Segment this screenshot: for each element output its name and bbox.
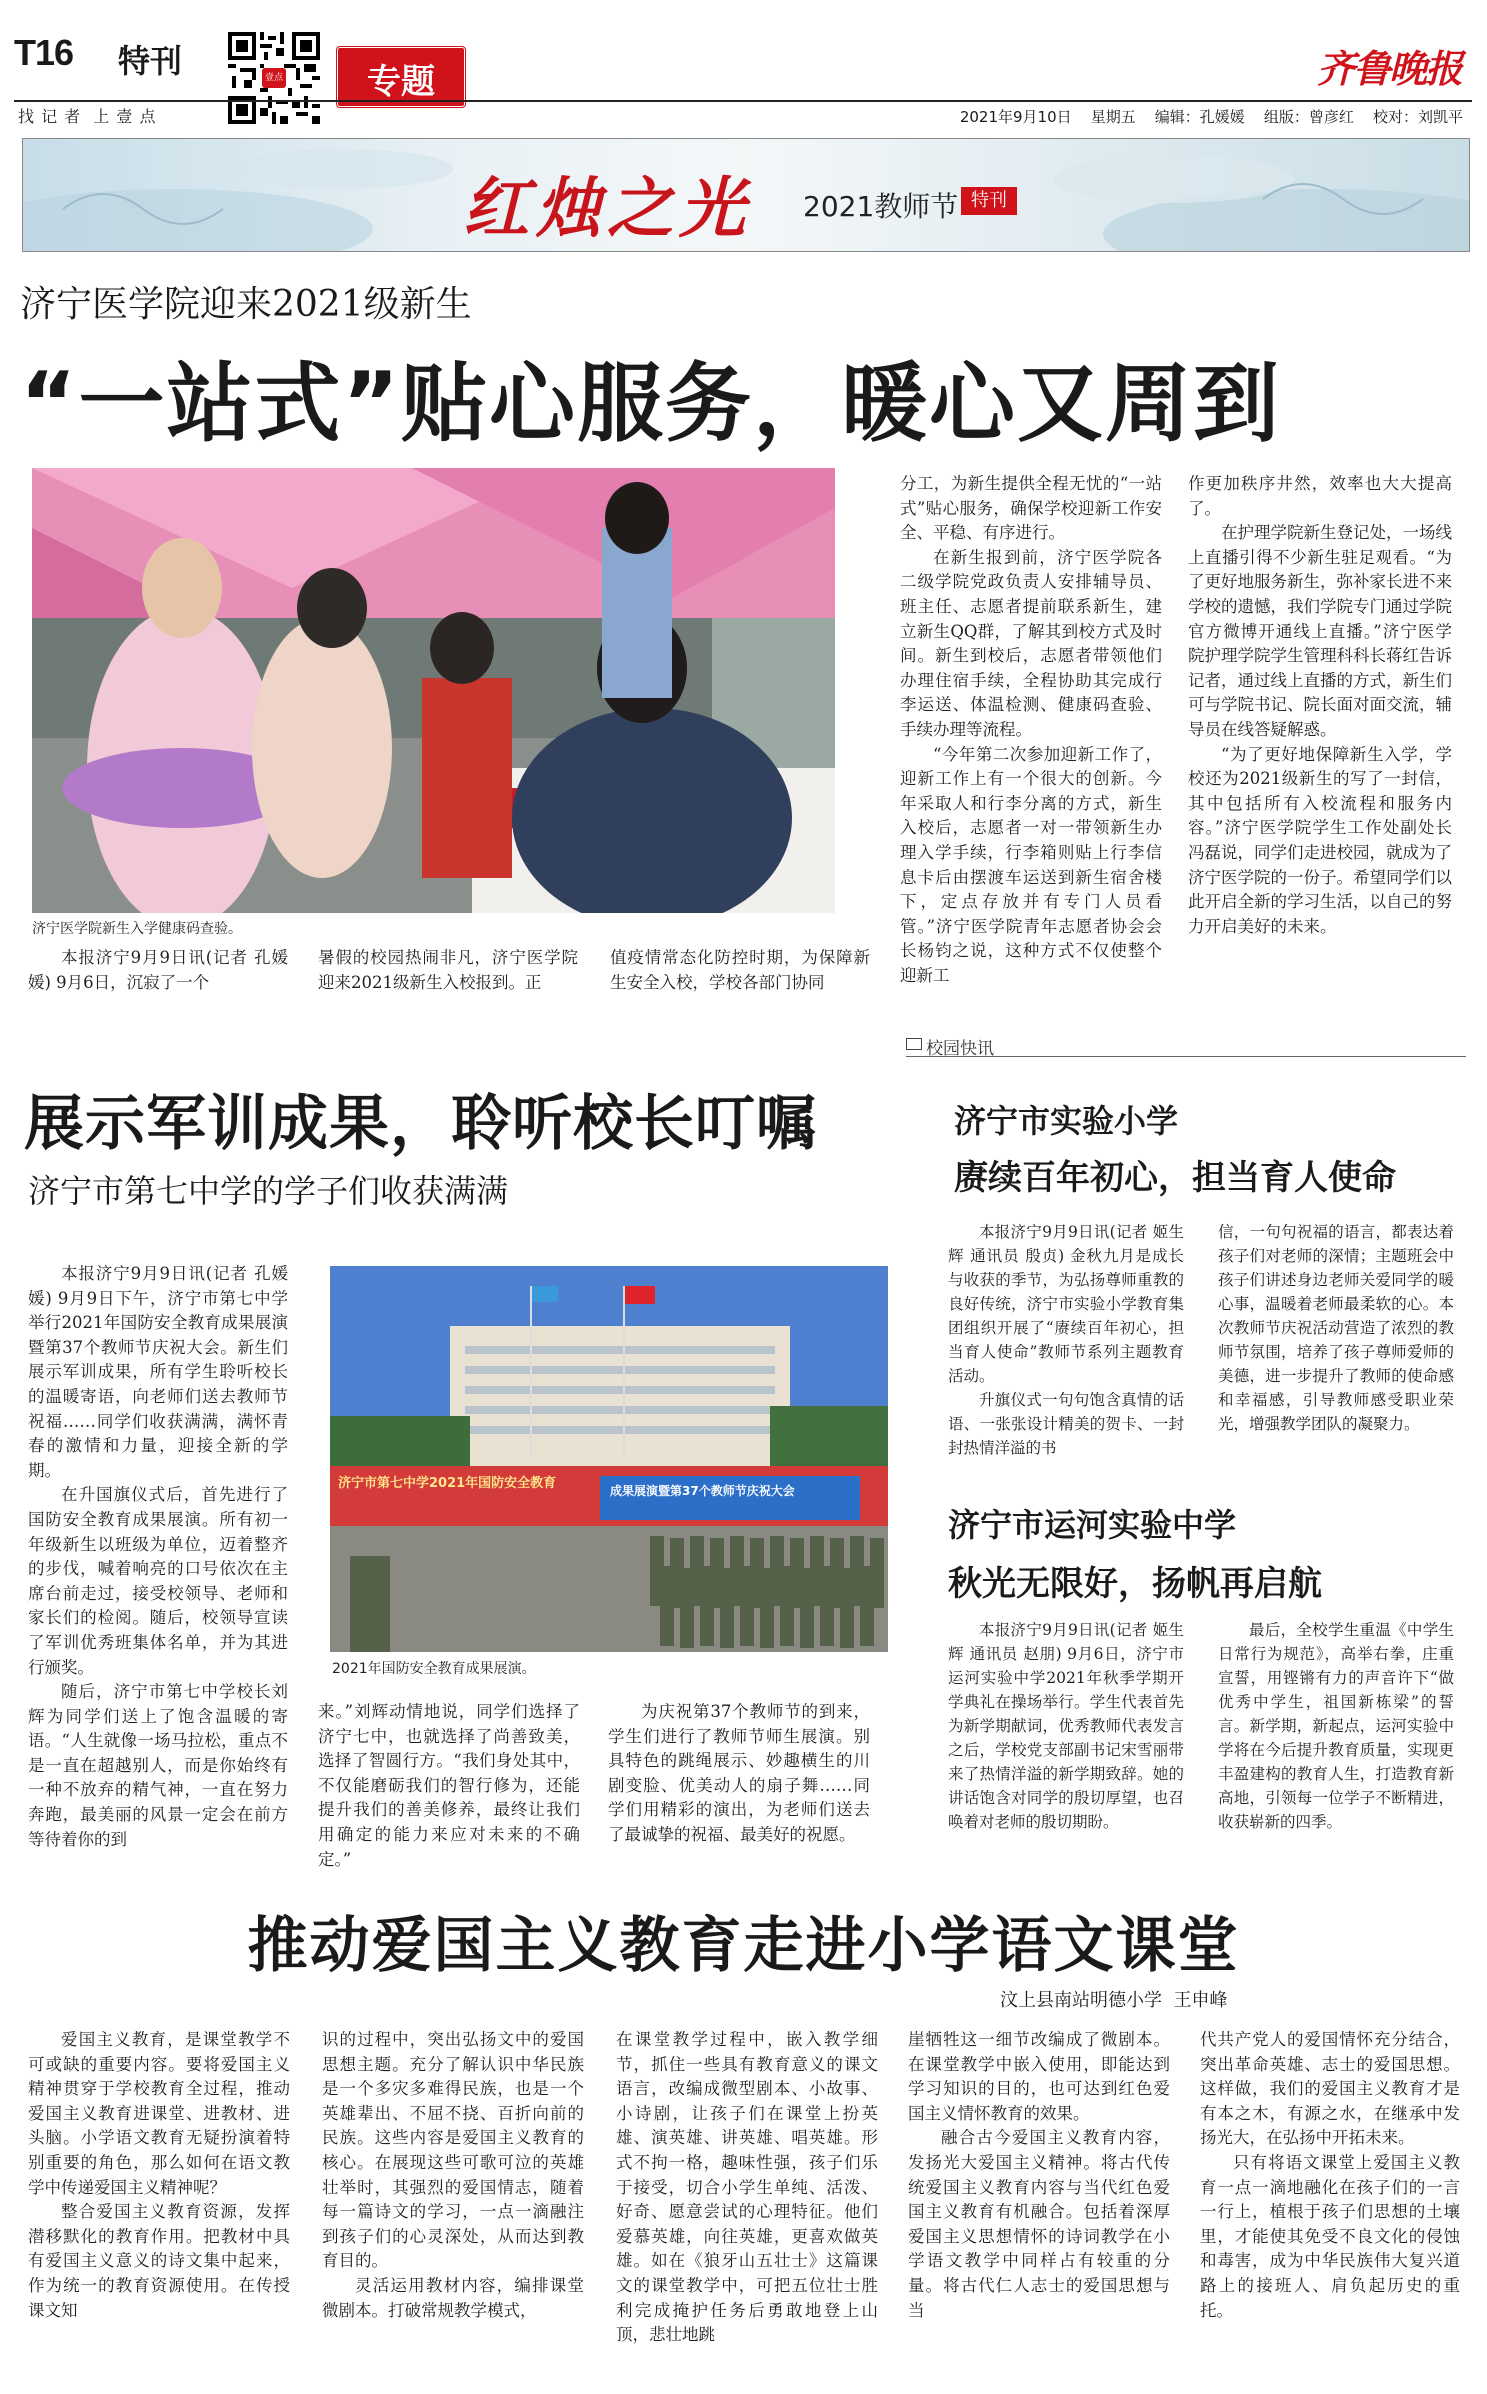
issue-weekday: 星期五 (1090, 108, 1136, 126)
article2-col-c (608, 1700, 870, 1876)
topic-tag-text: 专题 (367, 62, 435, 102)
paragraph: 来。”刘辉动情地说，同学们选择了济宁七中，也就选择了尚善致美，选择了智圆行方。“我们身处其中，不仅能磨砺我们的智行修为，还能提升我们的善美修养，最终让我们用确定的能力来应对未来的不确定。” (318, 1702, 580, 1869)
paragraph: 本报济宁9月9日讯(记者 姬生辉 通讯员 赵朋) 9月6日，济宁市运河实验中学2021年秋季学期开学典礼在操场举行。学生代表首先为新学期献词，优秀教师代表发言之后，学校党支部副书记宋雪丽带来了热情洋溢的新学期致辞。她的讲话饱含对同学的殷切厚望，也召唤着对老师的殷切期盼。 (948, 1621, 1184, 1831)
paragraph: 在升国旗仪式后，首先进行了国防安全教育成果展演。所有初一年级新生以班级为单位，迈着整齐的步伐，喊着响亮的口号依次在主席台前走过，接受校领导、老师和家长们的检阅。随后，校领导宣读了军训优秀班集体名单，并为其进行颁奖。 (28, 1485, 288, 1677)
qr-logo: 壹点 (262, 68, 286, 88)
article1-photo (32, 468, 835, 913)
sidebar-label: 校园快讯 (926, 1039, 994, 1059)
issue-layout: 组版：曾彦红 (1263, 108, 1354, 126)
article3-col-c (616, 2028, 878, 2380)
paragraph: 分工，为新生提供全程无忧的“一站式”贴心服务，确保学校迎新工作安全、平稳、有序进行。 (900, 474, 1162, 543)
article2-subhead: 济宁市第七中学的学子们收获满满 (28, 1172, 509, 1210)
topic-tag (336, 46, 466, 108)
sidebar-item2-headline: 秋光无限好，扬帆再启航 (948, 1564, 1322, 1604)
slogan: 找 记 者 上 壹 点 (18, 107, 157, 126)
issue-info (960, 106, 1463, 127)
article2-caption: 2021年国防安全教育成果展演。 (332, 1661, 536, 1677)
paragraph: 本报济宁9月9日讯(记者 孔媛媛) 9月6日，沉寂了一个 (28, 948, 288, 992)
paragraph: 本报济宁9月9日讯(记者 姬生辉 通讯员 殷贞) 金秋九月是成长与收获的季节，为弘扬尊师重教的良好传统，济宁市实验小学教育集团组织开展了“赓续百年初心，担当育人使命”教师节系列主题教育活动。 (948, 1223, 1184, 1385)
sidebar-label-icon (906, 1038, 922, 1050)
paragraph: 爱国主义教育，是课堂教学不可或缺的重要内容。要将爱国主义精神贯穿于学校教育全过程，推动爱国主义教育进课堂、进教材、进头脑。小学语文教育无疑扮演着特别重要的角色，那么如何在语文教学中传递爱国主义精神呢？ (28, 2030, 290, 2197)
article1-col-e (1188, 472, 1452, 992)
article1-kicker: 济宁医学院迎来2021级新生 (20, 284, 472, 325)
paragraph: 只有将语文课堂上爱国主义教育一点一滴地融化在孩子们的一言一行上，植根于孩子们思想的土壤里，才能使其免受不良文化的侵蚀和毒害，成为中华民族伟大复兴道路上的接班人、肩负起历史的重托。 (1200, 2152, 1460, 2320)
paragraph: 暑假的校园热闹非凡，济宁医学院迎来2021级新生入校报到。正 (318, 948, 578, 992)
paragraph: 值疫情常态化防控时期，为保障新生安全入校，学校各部门协同 (610, 948, 870, 992)
section-name: 特刊 (118, 42, 183, 80)
article1-col-b (318, 946, 578, 1000)
paragraph: 识的过程中，突出弘扬文中的爱国思想主题。充分了解认识中华民族是一个多灾多难得民族，也是一个英雄辈出、不屈不挠、百折向前的民族。这些内容是爱国主义教育的核心。在展现这些可歌可泣的英雄壮举时，其强烈的爱国情志，随着每一篇诗文的学习，一点一滴融注到孩子们的心灵深处，从而达到教育目的。 (322, 2030, 584, 2271)
paragraph: 代共产党人的爱国情怀充分结合，突出革命英雄、志士的爱国思想。这样做，我们的爱国主义教育才是有本之木，有源之水，在继承中发扬光大，在弘扬中开拓未来。 (1200, 2030, 1460, 2148)
article2-col-b (318, 1700, 580, 1876)
paragraph: 最后，全校学生重温《中学生日常行为规范》，高举右拳，庄重宣誓，用铿锵有力的声音许下“做优秀中学生，祖国新栋梁”的誓言。新学期，新起点，运河实验中学将在今后提升教育质量，实现更丰盈建构的教育人生，打造教育新高地，引领每一位学子不断精进，收获崭新的四季。 (1218, 1621, 1454, 1831)
health-check-photo (32, 468, 835, 913)
parade-photo (330, 1266, 888, 1652)
article2-col-a (28, 1262, 288, 1870)
article3-col-a (28, 2028, 290, 2380)
paragraph: “为了更好地保障新生入学，学校还为2021级新生的写了一封信，其中包括所有入校流程和服务内容。”济宁医学院学生工作处副处长冯磊说，同学们走进校园，就成为了济宁医学院的一份子。希望同学们以此开启全新的学习生活，以自己的努力开启美好的未来。 (1188, 744, 1452, 936)
issue-proof: 校对：刘凯平 (1372, 108, 1463, 126)
paragraph: 整合爱国主义教育资源，发挥潜移默化的教育作用。把教材中具有爱国主义意义的诗文集中起来，作为统一的教育资源使用。在传授课文知 (28, 2202, 290, 2320)
header-rule (14, 100, 1472, 102)
article3-headline: 推动爱国主义教育走进小学语文课堂 (247, 1911, 1240, 1981)
banner-badge: 特刊 (961, 187, 1017, 215)
sidebar-item2-school: 济宁市运河实验中学 (948, 1506, 1237, 1544)
sidebar-item2-col-a (948, 1618, 1184, 1880)
paragraph: 崖牺牲这一细节改编成了微剧本。在课堂教学中嵌入使用，即能达到学习知识的目的，也可达到红色爱国主义情怀教育的效果。 (908, 2030, 1170, 2123)
banner-calligraphy: 红烛之光 (463, 169, 751, 247)
paragraph: 升旗仪式一句句饱含真情的话语、一张张设计精美的贺卡、一封封热情洋溢的书 (948, 1391, 1184, 1457)
sidebar-item1-school: 济宁市实验小学 (954, 1102, 1179, 1140)
article1-headline: “一站式”贴心服务，暖心又周到 (20, 354, 1282, 454)
festival-banner (22, 138, 1470, 252)
paragraph: 在课堂教学过程中，嵌入教学细节，抓住一些具有教育意义的课文语言，改编成微型剧本、小故事、小诗剧，让孩子们在课堂上扮英雄、演英雄、讲英雄、唱英雄。形式不拘一格，趣味性强，孩子们乐于接受，切合小学生单纯、活泼、好奇、愿意尝试的心理特征。他们爱慕英雄，向往英雄，更喜欢做英雄。如在《狼牙山五壮士》这篇课文的课堂教学中，可把五位壮士胜利完成掩护任务后勇敢地登上山顶，悲壮地跳 (616, 2030, 878, 2345)
paragraph: 在护理学院新生登记处，一场线上直播引得不少新生驻足观看。“为了更好地服务新生，弥补家长进不来学校的遗憾，我们学院专门通过学院官方微博开通线上直播。”济宁医学院护理学院学生管理科科长蒋红告诉记者，通过线上直播的方式，新生们可与学院书记、院长面对面交流，辅导员在线答疑解惑。 (1188, 523, 1452, 739)
article1-caption: 济宁医学院新生入学健康码查验。 (32, 921, 242, 937)
sidebar-item2-col-b (1218, 1618, 1454, 1880)
paragraph: 作更加秩序井然，效率也大大提高了。 (1188, 474, 1452, 518)
paragraph: 本报济宁9月9日讯(记者 孔媛媛) 9月9日下午，济宁市第七中学举行2021年国防安全教育成果展演暨第37个教师节庆祝大会。新生们展示军训成果，所有学生聆听校长的温暖寄语，向老师们送去教师节祝福……同学们收获满满，满怀青春的激情和力量，迎接全新的学期。 (28, 1264, 288, 1480)
banner-subtitle: 2021教师节 (803, 190, 959, 223)
issue-date: 2021年9月10日 (959, 108, 1072, 126)
article3-byline: 汶上县南站明德小学 王申峰 (1000, 1990, 1228, 2011)
article3-col-e (1200, 2028, 1460, 2380)
page-number: T16 (14, 32, 74, 73)
sidebar-label-box (906, 1034, 1466, 1057)
qr-code (228, 32, 320, 124)
paragraph: 在新生报到前，济宁医学院各二级学院党政负责人安排辅导员、班主任、志愿者提前联系新生，建立新生QQ群，了解其到校方式及时间。新生到校后，志愿者带领他们办理住宿手续，全程协助其完成行李运送、体温检测、健康码查验、手续办理等流程。 (900, 547, 1162, 739)
paragraph: 信，一句句祝福的语言，都表达着孩子们对老师的深情；主题班会中孩子们讲述身边老师关爱同学的暖心事，温暖着老师最柔软的心。本次教师节庆祝活动营造了浓烈的教师节氛围，培养了孩子尊师爱师的美德，进一步提升了教师的使命感和幸福感，引导教师感受职业荣光，增强教学团队的凝聚力。 (1218, 1223, 1454, 1433)
sidebar-item1-headline: 赓续百年初心，担当育人使命 (954, 1158, 1396, 1198)
paragraph: “今年第二次参加迎新工作了，迎新工作上有一个很大的创新。今年采取人和行李分离的方式，新生入校后，志愿者一对一带领新生办理入学手续，行李箱则贴上行李信息卡后由摆渡车运送到新生宿舍楼下，定点存放并有专门人员看管。”济宁医学院青年志愿者协会会长杨钧之说，这种方式不仅使整个迎新工 (900, 744, 1162, 985)
article3-col-d (908, 2028, 1170, 2380)
article2-headline: 展示军训成果，聆听校长叮嘱 (24, 1089, 817, 1159)
paragraph: 灵活运用教材内容，编排课堂微剧本。打破常规教学模式， (322, 2275, 584, 2320)
paragraph: 为庆祝第37个教师节的到来，学生们进行了教师节师生展演。别具特色的跳绳展示、妙趣横生的川剧变脸、优美动人的扇子舞……同学们用精彩的演出，为老师们送去了最诚挚的祝福、最美好的祝愿。 (608, 1702, 870, 1844)
paragraph: 融合古今爱国主义教育内容，发扬光大爱国主义精神。将古代传统爱国主义教育内容与当代红色爱国主义教育有机融合。包括着深厚爱国主义思想情怀的诗词教学在小学语文教学中同样占有较重的分量。将古代仁人志士的爱国思想与当 (908, 2128, 1170, 2320)
photo-banner-text-2: 成果展演暨第37个教师节庆祝大会 (610, 1484, 795, 1498)
article3-col-b (322, 2028, 584, 2380)
paragraph: 随后，济宁市第七中学校长刘辉为同学们送上了饱含温暖的寄语。“人生就像一场马拉松，重点不是一直在超越别人，而是你始终有一种不放弃的精气神，一直在努力奔跑，最美丽的风景一定会在前方等待着你的到 (28, 1682, 288, 1849)
article1-col-a (28, 946, 288, 1000)
article1-col-c (610, 946, 870, 1000)
photo-banner-text-1: 济宁市第七中学2021年国防安全教育 (338, 1476, 557, 1491)
article1-col-d (900, 472, 1162, 1008)
article2-photo (330, 1266, 888, 1652)
sidebar-item1-col-a (948, 1220, 1184, 1482)
sidebar-item1-col-b (1218, 1220, 1454, 1482)
paper-logo: 齐鲁晚报 (1316, 46, 1461, 91)
issue-editor: 编辑：孔媛媛 (1154, 108, 1245, 126)
